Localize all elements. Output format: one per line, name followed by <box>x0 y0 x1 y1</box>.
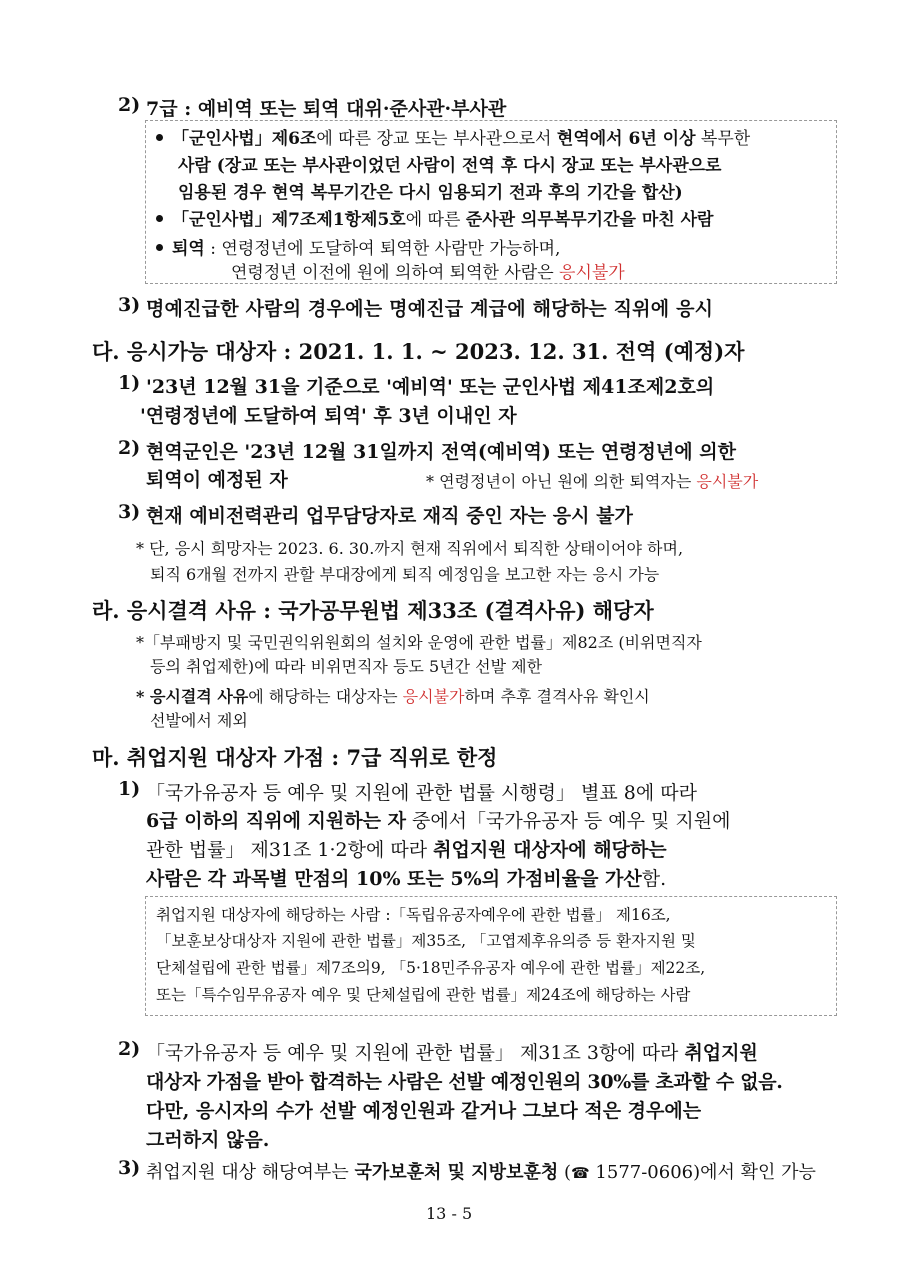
item-text: 현역군인은 '23년 12월 31일까지 전역(예비역) 또는 연령정년에 의한 <box>146 441 736 463</box>
item-text <box>146 835 667 862</box>
page-number: 13 - 5 <box>426 1204 473 1223</box>
text: 「국가유공자 등 예우 및 지원에 관한 법률」 제31조 3항에 따라 <box>146 1042 685 1064</box>
item-text: 그러하지 않음. <box>146 1129 270 1151</box>
bullet-item <box>156 234 560 259</box>
item-text: 「국가유공자 등 예우 및 지원에 관한 법률 시행령」 별표 8에 따라 <box>146 782 697 804</box>
text: ( <box>558 1162 571 1183</box>
item-number: 3) <box>118 294 141 316</box>
ineligible-note: 응시불가 <box>696 472 759 491</box>
box-text: 단체설립에 관한 법률」제7조의9, 「5·18민주유공자 예우에 관한 법률」제22조, <box>156 959 706 977</box>
bullet-icon <box>156 215 163 222</box>
phone-icon: ☎ <box>571 1164 590 1182</box>
item-text <box>146 864 666 891</box>
section-heading: 라. 응시결격 사유 : 국가공무원법 제33조 (결격사유) 해당자 <box>92 598 654 623</box>
bullet-icon <box>156 134 163 141</box>
footnote: 등의 취업제한)에 따라 비위면직자 등도 5년간 선발 제한 <box>150 657 543 676</box>
item-text: 다만, 응시자의 수가 선발 예정인원과 같거나 그보다 적은 경우에는 <box>146 1100 702 1122</box>
text: 하며 추후 결격사유 확인시 <box>464 687 650 706</box>
text: 에 따른 장교 또는 부사관으로서 <box>316 129 557 149</box>
item-text: 현재 예비전력관리 업무담당자로 재직 중인 자는 응시 불가 <box>146 505 633 527</box>
text: 연령정년 이전에 원에 의하여 퇴역한 사람은 <box>231 263 560 283</box>
text: 중에서「국가유공자 등 예우 및 지원에 <box>405 810 731 832</box>
law-reference: 「군인사법」제6조 <box>172 129 317 149</box>
footnote: * 단, 응시 희망자는 2023. 6. 30.까지 현재 직위에서 퇴직한 상태이어야 하며, <box>136 539 684 558</box>
item-text: '연령정년에 도달하여 퇴역' 후 3년 이내인 자 <box>140 405 517 427</box>
item-number: 3) <box>118 1157 141 1179</box>
bullet-item <box>156 124 750 149</box>
item-text <box>146 1158 816 1184</box>
text: * 연령정년이 아닌 원에 의한 퇴역자는 <box>426 472 697 491</box>
text: 에 해당하는 대상자는 <box>248 687 403 706</box>
emphasis: 사람은 각 과목별 만점의 10% 또는 5%의 가점비율을 가산 <box>146 868 642 890</box>
item-text: 명예진급한 사람의 경우에는 명예진급 계급에 해당하는 직위에 응시 <box>146 298 714 320</box>
section-heading: 다. 응시가능 대상자 : 2021. 1. 1. ~ 2023. 12. 31. 전역 (예정)자 <box>92 339 745 364</box>
emphasis: 취업지원 <box>684 1042 758 1064</box>
text: 관한 법률」 제31조 1·2항에 따라 <box>146 839 434 861</box>
box-text: 「보훈보상대상자 지원에 관한 법률」제35조, 「고엽제후유의증 등 환자지원 및 <box>156 932 696 950</box>
item-text: 대상자 가점을 받아 합격하는 사람은 선발 예정인원의 30%를 초과할 수 없음. <box>146 1071 783 1093</box>
bullet-continuation: 임용된 경우 현역 복무기간은 다시 임용되기 전과 후의 기간을 합산) <box>178 183 683 203</box>
item-number: 2) <box>118 1038 141 1060</box>
item-text <box>146 1038 758 1065</box>
text: 취업지원 대상 해당여부는 <box>146 1162 355 1183</box>
text: 복무한 <box>695 129 751 149</box>
bullet-continuation <box>231 258 625 283</box>
ineligible-note: 응시불가 <box>402 687 465 706</box>
section-heading: 마. 취업지원 대상자 가점 : 7급 직위로 한정 <box>92 745 498 770</box>
footnote: 선발에서 제외 <box>150 711 248 730</box>
bullet-continuation: 사람 (장교 또는 부사관이었던 사람이 전역 후 다시 장교 또는 부사관으로 <box>178 156 722 176</box>
text: 에 따른 <box>405 210 466 230</box>
item-text <box>146 806 730 833</box>
text: : 연령정년에 도달하여 퇴역한 사람만 가능하며, <box>204 239 561 259</box>
text: 함. <box>641 868 667 890</box>
text: 1577-0606)에서 확인 가능 <box>589 1162 816 1183</box>
emphasis: 6급 이하의 직위에 지원하는 자 <box>146 810 406 832</box>
footnote: 퇴직 6개월 전까지 관할 부대장에게 퇴직 예정임을 보고한 자는 응시 가능 <box>150 565 660 584</box>
emphasis: 현역에서 6년 이상 <box>556 129 696 149</box>
item-number: 2) <box>118 94 141 116</box>
footnote: *「부패방지 및 국민권익위원회의 설치와 운영에 관한 법률」제82조 (비위면직자 <box>136 633 702 652</box>
item-number: 2) <box>118 437 141 459</box>
item-number: 3) <box>118 501 141 523</box>
item-number: 1) <box>118 778 141 800</box>
emphasis: 퇴역 <box>172 239 205 259</box>
item-text: '23년 12월 31을 기준으로 '예비역' 또는 군인사법 제41조제2호의 <box>146 376 715 398</box>
item-number: 1) <box>118 372 141 394</box>
emphasis: 취업지원 대상자에 해당하는 <box>433 839 667 861</box>
footnote <box>426 469 758 492</box>
bullet-icon <box>156 244 163 251</box>
section-title: 7급 : 예비역 또는 퇴역 대위·준사관·부사관 <box>146 98 507 120</box>
box-text: 취업지원 대상자에 해당하는 사람 :「독립유공자예우에 관한 법률」 제16조, <box>156 906 671 924</box>
emphasis: * 응시결격 사유 <box>136 687 249 706</box>
ineligible-note: 응시불가 <box>559 263 625 283</box>
emphasis: 국가보훈처 및 지방보훈청 <box>354 1162 559 1183</box>
box-text: 또는「특수임무유공자 예우 및 단체설립에 관한 법률」제24조에 해당하는 사람 <box>156 986 691 1004</box>
bullet-item <box>156 205 713 230</box>
item-text: 퇴역이 예정된 자 <box>146 469 288 491</box>
law-reference: 「군인사법」제7조제1항제5호 <box>172 210 406 230</box>
footnote <box>136 684 650 707</box>
emphasis: 준사관 의무복무기간을 마친 사람 <box>465 210 714 230</box>
